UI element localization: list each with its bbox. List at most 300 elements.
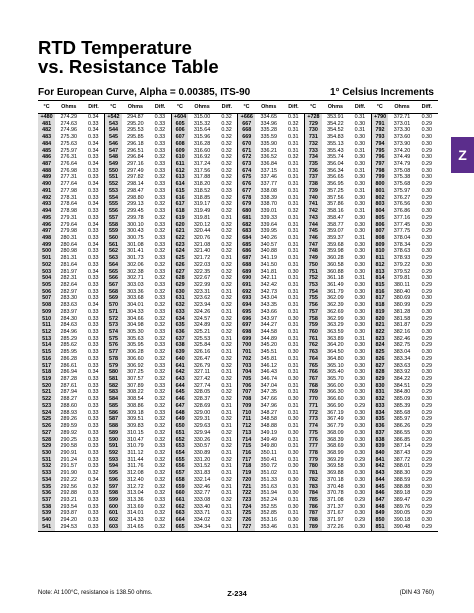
diff-cell: 0.30 [354,396,366,403]
diff-cell: 0.31 [221,255,232,262]
diff-cell: 0.30 [354,449,366,456]
diff-cell: 0.32 [287,120,299,127]
ohms-cell: 349.19 [260,429,277,436]
diff-cell: 0.34 [88,369,99,376]
temperature-cell: 684 [238,235,255,242]
diff-cell: 0.29 [421,120,433,127]
temperature-cell: 723 [238,497,255,504]
ohms-cell: 357.25 [327,187,344,194]
diff-cell: 0.32 [154,349,166,356]
ohms-cell: 378.34 [393,241,411,248]
diff-cell: 0.32 [154,449,166,456]
temperature-cell: 795 [371,148,388,155]
diff-cell: 0.29 [421,382,433,389]
table-row [38,127,438,134]
diff-cell: 0.30 [421,127,433,134]
ohms-cell: 371.97 [327,517,344,524]
temperature-cell: 758 [305,316,322,323]
temperature-cell: 761 [305,336,322,343]
diff-cell: 0.31 [287,342,299,349]
table-row [38,497,438,504]
temperature-cell: 543 [105,121,122,128]
page-number: Z-234 [227,589,247,598]
diff-cell: 0.30 [354,120,366,127]
diff-cell: 0.34 [88,221,99,228]
diff-cell: 0.33 [88,496,99,503]
diff-cell: 0.33 [88,416,99,423]
diff-cell: 0.32 [154,376,166,383]
ohms-cell: 283.97 [60,308,78,315]
temperature-cell: 492 [38,195,55,202]
ohms-cell: 324.89 [193,322,211,329]
ohms-cell: 343.97 [260,315,277,322]
ohms-cell: 318.85 [193,194,211,201]
diff-cell: 0.33 [154,268,166,275]
diff-cell: 0.33 [88,409,99,416]
diff-cell: 0.31 [287,261,299,268]
temperature-cell: 703 [238,363,255,370]
temperature-cell: 751 [305,269,322,276]
temperature-cell: 606 [171,127,188,134]
diff-cell: 0.30 [421,234,433,241]
temperature-cell: 801 [371,188,388,195]
diff-cell: 0.29 [421,288,433,295]
temperature-cell: 845 [371,484,388,491]
diff-cell: 0.32 [221,389,232,396]
table-row [38,463,438,470]
temperature-cell: 754 [305,289,322,296]
ohms-cell: 380.11 [393,281,411,288]
temperature-cell: 711 [238,416,255,423]
ohms-cell: 350.11 [260,449,277,456]
diff-cell: 0.34 [88,114,99,120]
diff-cell: 0.33 [88,174,99,181]
diff-cell: 0.32 [154,389,166,396]
diff-cell: 0.29 [421,342,433,349]
diff-cell: 0.31 [287,234,299,241]
temperature-cell: 686 [238,248,255,255]
diff-cell: 0.32 [221,416,232,423]
ohms-cell: 335.28 [260,127,277,134]
diff-cell: 0.33 [154,329,166,335]
temperature-cell: 816 [371,289,388,296]
ohms-cell: 378.04 [393,234,411,241]
ohms-cell: 352.55 [260,503,277,510]
temperature-cell: 599 [105,497,122,504]
table-body [38,114,438,532]
ohms-cell: 350.41 [260,456,277,463]
diff-cell: 0.33 [88,490,99,497]
temperature-cell: 509 [38,309,55,316]
ohms-cell: 387.72 [393,456,411,463]
ohms-cell: 383.92 [393,369,411,376]
diff-cell: 0.30 [354,201,366,208]
ohms-cell: 371.37 [327,503,344,510]
temperature-cell: 791 [371,121,388,128]
temperature-cell: 535 [38,484,55,491]
temperature-cell: 608 [171,141,188,148]
footnote: Note: At 100°C, resistance is 138.50 ohms. [38,590,153,596]
diff-cell: 0.30 [354,369,366,376]
ohms-cell: 338.39 [260,194,277,201]
diff-cell: 0.33 [154,147,166,154]
temperature-cell: 745 [305,228,322,235]
ohms-cell: 344.58 [260,329,277,335]
temperature-cell: 799 [371,174,388,181]
temperature-cell: 586 [105,410,122,417]
ohms-cell: 373.90 [393,140,411,147]
temperature-cell: 841 [371,457,388,464]
ohms-cell: 320.44 [193,228,211,235]
diff-cell: 0.31 [221,423,232,430]
ohms-cell: 322.99 [193,281,211,288]
diff-cell: 0.31 [287,255,299,262]
temperature-cell: 505 [38,282,55,289]
diff-cell: 0.33 [154,167,166,174]
ohms-cell: 310.15 [127,429,144,436]
ohms-cell: 301.41 [127,248,144,255]
temperature-cell: 670 [238,141,255,148]
ohms-cell: 340.57 [260,241,277,248]
temperature-cell: 719 [238,470,255,477]
ohms-cell: 299.45 [127,208,144,215]
temperature-cell: 713 [238,430,255,437]
diff-cell: 0.32 [221,228,232,235]
diff-cell: 0.32 [221,167,232,174]
diff-cell: 0.31 [354,275,366,282]
temperature-cell: 581 [105,376,122,383]
diff-cell: 0.33 [88,308,99,315]
ohms-cell: 359.07 [327,228,344,235]
ohms-cell: 385.97 [393,416,411,423]
ohms-cell: 319.49 [193,208,211,215]
ohms-cell: 343.35 [260,302,277,309]
diff-cell: 0.29 [421,194,433,201]
temperature-cell: 806 [371,222,388,229]
diff-cell: 0.33 [88,228,99,235]
temperature-cell: 667 [238,121,255,128]
temperature-cell: 576 [105,342,122,349]
diff-cell: 0.33 [88,396,99,403]
temperature-cell: 603 [105,524,122,531]
table-row [38,181,438,188]
diff-cell: 0.33 [154,140,166,147]
ohms-cell: 306.92 [127,362,144,369]
diff-cell: 0.32 [221,147,232,154]
ohms-cell: 326.16 [193,349,211,356]
diff-cell: 0.32 [221,476,232,483]
diff-cell: 0.30 [421,369,433,376]
diff-cell: 0.30 [354,470,366,477]
diff-cell: 0.31 [221,335,232,342]
diff-cell: 0.29 [421,241,433,248]
ohms-cell: 378.93 [393,255,411,262]
diff-cell: 0.32 [221,362,232,369]
temperature-cell: 633 [171,309,188,316]
ohms-cell: 376.27 [393,194,411,201]
temperature-cell: 694 [238,302,255,309]
ohms-cell: 339.95 [260,228,277,235]
ohms-cell: 292.22 [60,476,78,483]
ohms-cell: 277.98 [60,187,78,194]
temperature-cell: 776 [305,437,322,444]
ohms-cell: 293.54 [60,503,78,510]
table-row [38,228,438,235]
ohms-cell: 359.37 [327,234,344,241]
ohms-cell: 380.99 [393,302,411,309]
ohms-cell: 313.69 [127,503,144,510]
diff-cell: 0.33 [88,295,99,302]
temperature-cell: 571 [105,309,122,316]
column-header: °C [105,101,122,114]
ohms-cell: 327.11 [194,369,211,376]
ohms-cell: 377.75 [393,228,411,235]
column-header: °C [371,101,388,114]
ohms-cell: 375.68 [393,181,411,188]
diff-cell: 0.29 [421,389,433,396]
ohms-cell: 384.80 [393,389,411,396]
ohms-cell: 366.30 [327,389,344,396]
ohms-cell: 358.77 [327,221,344,228]
temperature-cell: 561 [105,242,122,249]
ohms-cell: 293.87 [60,510,78,517]
ohms-cell: 390.18 [393,517,411,524]
temperature-cell: 626 [171,262,188,269]
diff-cell: 0.32 [154,429,166,436]
temperature-cell: 802 [371,195,388,202]
table-row [38,410,438,417]
ohms-cell: 371.08 [327,496,344,503]
ohms-cell: 355.13 [327,140,344,147]
temperature-cell: 792 [371,127,388,134]
temperature-cell: 506 [38,289,55,296]
ohms-cell: 347.96 [260,402,277,409]
table-row [38,114,438,121]
ohms-cell: 352.24 [260,496,277,503]
temperature-cell: 534 [38,477,55,484]
diff-cell: 0.33 [154,382,166,389]
diff-cell: 0.32 [221,134,232,141]
ohms-cell: 373.30 [393,127,411,134]
ohms-cell: 330.57 [193,443,211,450]
temperature-cell: 596 [105,477,122,484]
diff-cell: 0.29 [421,281,433,288]
temperature-cell: 622 [171,235,188,242]
diff-cell: 0.30 [354,295,366,302]
diff-cell: 0.32 [154,483,166,490]
diff-cell: 0.33 [88,335,99,342]
temperature-cell: 847 [371,497,388,504]
diff-cell: 0.29 [421,214,433,221]
temperature-cell: 497 [38,228,55,235]
ohms-cell: 365.70 [327,376,344,383]
diff-cell: 0.33 [88,429,99,436]
ohms-cell: 284.30 [60,315,78,322]
diff-cell: 0.31 [287,308,299,315]
ohms-cell: 288.27 [60,396,78,403]
ohms-cell: 320.12 [193,221,211,228]
table-row [38,201,438,208]
table-row [38,269,438,276]
diff-cell: 0.30 [421,308,433,315]
table-row [38,289,438,296]
ohms-cell: 363.59 [327,329,344,335]
temperature-cell: 712 [238,423,255,430]
temperature-cell: 654 [171,450,188,457]
diff-cell: 0.32 [221,127,232,134]
ohms-cell: 382.75 [393,342,411,349]
diff-cell: 0.32 [154,154,166,161]
ohms-cell: 278.64 [60,201,78,208]
ohms-cell: 280.64 [60,241,78,248]
ohms-cell: 361.18 [327,275,344,282]
ohms-cell: 310.79 [127,443,144,450]
temperature-cell: 630 [171,289,188,296]
diff-cell: 0.33 [154,194,166,201]
temperature-cell: 537 [38,497,55,504]
temperature-cell: 743 [305,215,322,222]
temperature-cell: 618 [171,208,188,215]
ohms-cell: 330.89 [193,449,211,456]
table-row [38,383,438,390]
table-row [38,389,438,396]
temperature-cell: 739 [305,188,322,195]
ohms-cell: 353.91 [327,114,344,120]
ohms-cell: 368.99 [327,449,344,456]
ohms-cell: 360.58 [327,261,344,268]
diff-cell: 0.32 [221,194,232,201]
diff-cell: 0.33 [154,134,166,141]
temperature-cell: +604 [171,114,188,121]
ohms-cell: 275.30 [60,134,78,141]
diff-cell: 0.30 [354,194,366,201]
diff-cell: 0.34 [88,241,99,248]
temperature-cell: 698 [238,329,255,336]
temperature-cell: 648 [171,410,188,417]
ohms-cell: 285.62 [60,342,78,349]
temperature-cell: 848 [371,504,388,511]
temperature-cell: 501 [38,255,55,262]
diff-cell: 0.31 [221,382,232,389]
temperature-cell: 773 [305,416,322,423]
diff-cell: 0.30 [354,416,366,423]
ohms-cell: 380.69 [393,295,411,302]
ohms-cell: 370.78 [327,490,344,497]
temperature-cell: 502 [38,262,55,269]
ohms-cell: 321.08 [193,241,211,248]
diff-cell: 0.32 [221,376,232,383]
diff-cell: 0.30 [421,396,433,403]
column-header: °C [305,101,322,114]
diff-cell: 0.32 [221,120,232,127]
temperature-cell: 627 [171,269,188,276]
diff-cell: 0.31 [287,187,299,194]
temperature-cell: 746 [305,235,322,242]
diff-cell: 0.29 [421,181,433,188]
temperature-cell: 726 [238,517,255,524]
temperature-cell: 672 [238,154,255,161]
temperature-cell: 817 [371,295,388,302]
temperature-cell: 661 [171,497,188,504]
diff-cell: 0.32 [221,443,232,450]
temperature-cell: 563 [105,255,122,262]
diff-cell: 0.32 [154,369,166,376]
diff-cell: 0.31 [287,181,299,188]
ohms-cell: 361.79 [327,288,344,295]
table-row [38,403,438,410]
temperature-cell: 567 [105,282,122,289]
ohms-cell: 283.63 [60,302,78,309]
diff-cell: 0.32 [221,208,232,215]
diff-cell: 0.31 [221,288,232,295]
ohms-cell: 275.63 [60,140,78,147]
ohms-cell: 286.94 [60,369,78,376]
temperature-cell: 584 [105,396,122,403]
temperature-cell: 732 [305,141,322,148]
table-row [38,342,438,349]
ohms-cell: 276.98 [60,167,78,174]
temperature-cell: 779 [305,457,322,464]
temperature-cell: 733 [305,148,322,155]
diff-cell: 0.30 [421,134,433,141]
ohms-cell: 333.08 [193,496,211,503]
table-row [38,470,438,477]
ohms-cell: 328.69 [193,402,211,409]
diff-cell: 0.31 [221,470,232,477]
diff-cell: 0.33 [88,355,99,362]
diff-cell: 0.32 [154,396,166,403]
diff-cell: 0.29 [354,496,366,503]
temperature-cell: 675 [238,174,255,181]
temperature-cell: +480 [38,114,55,121]
ohms-cell: 277.31 [60,174,78,181]
ohms-cell: 365.10 [327,362,344,369]
temperature-cell: 587 [105,416,122,423]
table-row [38,484,438,491]
temperature-cell: 839 [371,443,388,450]
ohms-cell: 330.26 [193,436,211,443]
temperature-cell: 738 [305,181,322,188]
temperature-cell: 830 [371,383,388,390]
temperature-cell: 583 [105,389,122,396]
diff-cell: 0.33 [154,308,166,315]
diff-cell: 0.31 [221,483,232,490]
ohms-cell: 295.53 [127,127,144,134]
temperature-cell: 735 [305,161,322,168]
table-row [38,510,438,517]
ohms-cell: 331.83 [193,470,211,477]
ohms-cell: 332.77 [193,490,211,497]
diff-cell: 0.30 [354,429,366,436]
ohms-cell: 289.26 [60,416,78,423]
temperature-cell: 705 [238,376,255,383]
temperature-cell: 782 [305,477,322,484]
table-row [38,302,438,309]
temperature-cell: 676 [238,181,255,188]
temperature-cell: 507 [38,295,55,302]
ohms-cell: 294.87 [127,114,144,120]
temperature-cell: +666 [238,114,255,121]
diff-cell: 0.33 [88,288,99,295]
temperature-cell: 516 [38,356,55,363]
ohms-cell: 382.46 [393,335,411,342]
diff-cell: 0.32 [154,463,166,470]
diff-cell: 0.32 [154,174,166,181]
temperature-cell: 530 [38,450,55,457]
temperature-cell: 564 [105,262,122,269]
ohms-cell: 315.96 [193,134,211,141]
ohms-cell: 381.87 [393,322,411,329]
